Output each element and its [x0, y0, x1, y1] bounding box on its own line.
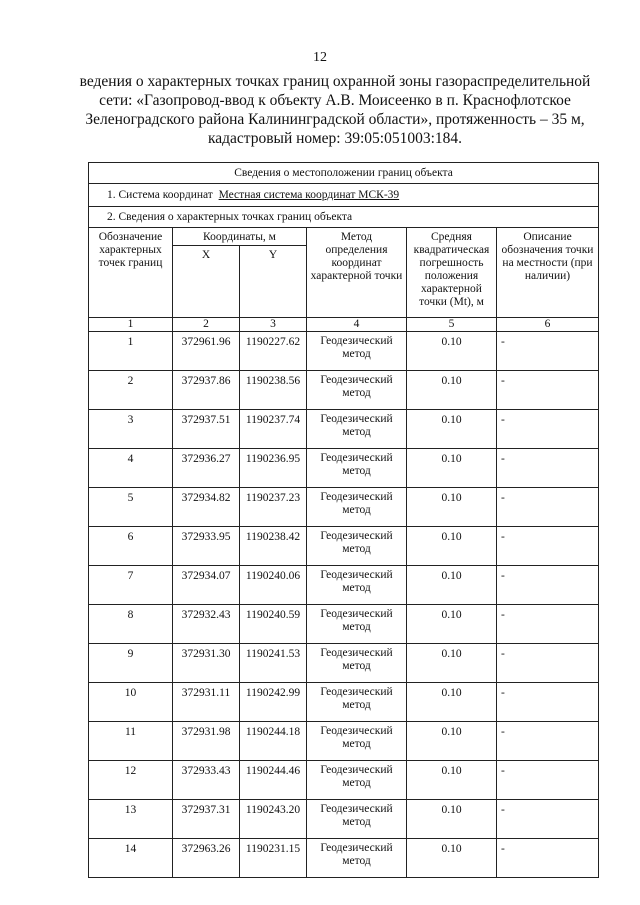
description-cell: - [497, 527, 599, 566]
table-row [89, 410, 599, 449]
y-coordinate-cell: 1190231.15 [240, 839, 307, 878]
point-number-cell: 2 [89, 371, 173, 410]
table-row [89, 644, 599, 683]
column-number: 2 [173, 318, 240, 332]
table-row [89, 527, 599, 566]
method-cell: Геодезический метод [307, 605, 407, 644]
error-cell: 0.10 [407, 527, 497, 566]
method-cell: Геодезический метод [307, 800, 407, 839]
coordinate-system-row [89, 184, 599, 207]
column-number: 3 [240, 318, 307, 332]
y-coordinate-cell: 1190241.53 [240, 644, 307, 683]
x-coordinate-cell: 372937.86 [173, 371, 240, 410]
y-coordinate-cell: 1190240.06 [240, 566, 307, 605]
point-number-cell: 4 [89, 449, 173, 488]
description-cell: - [497, 644, 599, 683]
point-number-cell: 11 [89, 722, 173, 761]
x-coordinate-cell: 372931.30 [173, 644, 240, 683]
table-row [89, 566, 599, 605]
section-2-label: 2. Сведения о характерных точках границ объекта [89, 207, 599, 228]
method-cell: Геодезический метод [307, 566, 407, 605]
x-coordinate-cell: 372934.82 [173, 488, 240, 527]
method-cell: Геодезический метод [307, 488, 407, 527]
method-cell: Геодезический метод [307, 761, 407, 800]
header-error: Средняя квадратическая погрешность положения характерной точки (Mt), м [407, 228, 497, 318]
point-number-cell: 6 [89, 527, 173, 566]
column-number: 4 [307, 318, 407, 332]
error-cell: 0.10 [407, 410, 497, 449]
table-row [89, 683, 599, 722]
x-coordinate-cell: 372934.07 [173, 566, 240, 605]
point-number-cell: 9 [89, 644, 173, 683]
point-number-cell: 13 [89, 800, 173, 839]
point-number-cell: 1 [89, 332, 173, 371]
description-cell: - [497, 722, 599, 761]
header-designation: Обозначение характерных точек границ [89, 228, 173, 318]
table-row [89, 332, 599, 371]
table-row [89, 488, 599, 527]
x-coordinate-cell: 372961.96 [173, 332, 240, 371]
point-number-cell: 10 [89, 683, 173, 722]
method-cell: Геодезический метод [307, 527, 407, 566]
method-cell: Геодезический метод [307, 371, 407, 410]
x-coordinate-cell: 372933.95 [173, 527, 240, 566]
description-cell: - [497, 761, 599, 800]
y-coordinate-cell: 1190237.23 [240, 488, 307, 527]
description-cell: - [497, 839, 599, 878]
coordinate-system-label: 1. Система координат [107, 189, 213, 201]
x-coordinate-cell: 372931.11 [173, 683, 240, 722]
page-number: 12 [313, 50, 327, 65]
point-number-cell: 7 [89, 566, 173, 605]
method-cell: Геодезический метод [307, 644, 407, 683]
header-y: Y [240, 246, 307, 318]
point-number-cell: 8 [89, 605, 173, 644]
table-row [89, 800, 599, 839]
column-numbers-row [89, 318, 599, 332]
method-cell: Геодезический метод [307, 332, 407, 371]
table-row [89, 722, 599, 761]
description-cell: - [497, 566, 599, 605]
description-cell: - [497, 449, 599, 488]
y-coordinate-cell: 1190236.95 [240, 449, 307, 488]
method-cell: Геодезический метод [307, 449, 407, 488]
error-cell: 0.10 [407, 488, 497, 527]
y-coordinate-cell: 1190227.62 [240, 332, 307, 371]
table-row [89, 605, 599, 644]
description-cell: - [497, 683, 599, 722]
method-cell: Геодезический метод [307, 839, 407, 878]
error-cell: 0.10 [407, 605, 497, 644]
boundary-points-table [88, 162, 599, 878]
method-cell: Геодезический метод [307, 722, 407, 761]
y-coordinate-cell: 1190238.42 [240, 527, 307, 566]
header-x: X [173, 246, 240, 318]
x-coordinate-cell: 372933.43 [173, 761, 240, 800]
error-cell: 0.10 [407, 371, 497, 410]
error-cell: 0.10 [407, 566, 497, 605]
x-coordinate-cell: 372936.27 [173, 449, 240, 488]
error-cell: 0.10 [407, 449, 497, 488]
y-coordinate-cell: 1190237.74 [240, 410, 307, 449]
header-description: Описание обозначения точки на местности (при наличии) [497, 228, 599, 318]
point-number-cell: 12 [89, 761, 173, 800]
error-cell: 0.10 [407, 761, 497, 800]
document-heading: ведения о характерных точках границ охранной зоны газораспределительной сети: «Газопровод-ввод к объекту А.В. Моисеенко в п. Краснофлотское Зеленоградского района Калининградской области», протяженность – 35 м, кадастровый номер: 39:05:051003:184. [79, 73, 591, 147]
y-coordinate-cell: 1190243.20 [240, 800, 307, 839]
point-number-cell: 3 [89, 410, 173, 449]
error-cell: 0.10 [407, 800, 497, 839]
description-cell: - [497, 332, 599, 371]
description-cell: - [497, 800, 599, 839]
x-coordinate-cell: 372937.31 [173, 800, 240, 839]
header-coordinates: Координаты, м [173, 228, 307, 246]
x-coordinate-cell: 372963.26 [173, 839, 240, 878]
y-coordinate-cell: 1190238.56 [240, 371, 307, 410]
coordinate-system-value: Местная система координат МСК-39 [218, 189, 400, 201]
x-coordinate-cell: 372931.98 [173, 722, 240, 761]
point-number-cell: 5 [89, 488, 173, 527]
point-number-cell: 14 [89, 839, 173, 878]
column-number: 1 [89, 318, 173, 332]
column-number: 5 [407, 318, 497, 332]
error-cell: 0.10 [407, 839, 497, 878]
y-coordinate-cell: 1190242.99 [240, 683, 307, 722]
table-row [89, 761, 599, 800]
column-number: 6 [497, 318, 599, 332]
y-coordinate-cell: 1190244.18 [240, 722, 307, 761]
description-cell: - [497, 371, 599, 410]
method-cell: Геодезический метод [307, 683, 407, 722]
header-method: Метод определения координат характерной точки [307, 228, 407, 318]
description-cell: - [497, 488, 599, 527]
error-cell: 0.10 [407, 722, 497, 761]
y-coordinate-cell: 1190240.59 [240, 605, 307, 644]
table-row [89, 371, 599, 410]
error-cell: 0.10 [407, 683, 497, 722]
description-cell: - [497, 605, 599, 644]
x-coordinate-cell: 372932.43 [173, 605, 240, 644]
table-row [89, 449, 599, 488]
table-row [89, 839, 599, 878]
description-cell: - [497, 410, 599, 449]
y-coordinate-cell: 1190244.46 [240, 761, 307, 800]
method-cell: Геодезический метод [307, 410, 407, 449]
table-title: Сведения о местоположении границ объекта [89, 163, 599, 184]
error-cell: 0.10 [407, 644, 497, 683]
error-cell: 0.10 [407, 332, 497, 371]
x-coordinate-cell: 372937.51 [173, 410, 240, 449]
